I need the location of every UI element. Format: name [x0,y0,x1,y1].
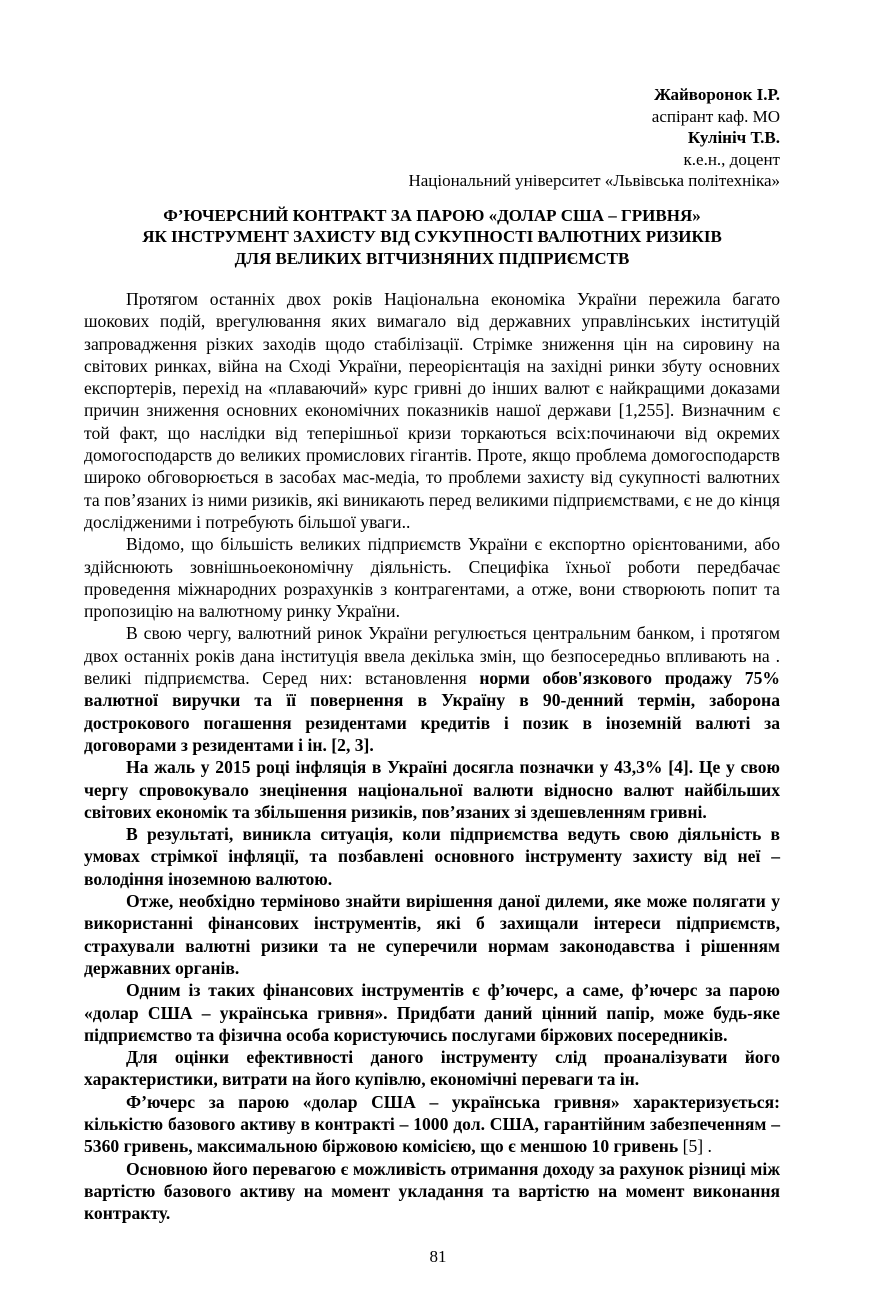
paragraph: Протягом останніх двох років Національна економіка України пережила багато шокових подій, врегулювання яких вимагало від державних управлінських інституцій запровадження різких заходів щодо стабілізації. Стрімке зниження цін на сировину на світових ринках, війна на Сході України, переорієнтація на західні ринки збуту основних експортерів, перехід на «плаваючий» курс гривні до інших валют є найкращими доказами причин зниження основних економічних показників нашої держави [1,255]. Визначним є той факт, що наслідки від теперішньої кризи торкаються всіх:починаючи від окремих домогосподарств до великих промислових гігантів. Проте, якщо проблема домогосподарств широко обговорюється в засобах мас-медіа, то проблеми захисту від сукупності валютних та пов’язаних із ними ризиків, які виникають перед великими підприємствами, є не до кінця дослідженими і потребують більшої уваги.. [84,289,780,532]
author-position: аспірант каф. МО [651,106,780,126]
author-name: Кулініч Т.В. [687,128,780,147]
paragraph [84,1091,780,1158]
article-title [84,205,780,270]
paragraph: Одним із таких фінансових інструментів є ф’ючерс, а саме, ф’ючерс за парою «долар США – українська гривня». Придбати даний цінний папір, може будь-яке підприємство та фізична особа користуючись послугами біржових посередників. [84,980,780,1045]
paragraph: Відомо, що більшість великих підприємств України є експортно орієнтованими, або здійснюють зовнішньоекономічну діяльність. Специфіка їхньої роботи передбачає проведення міжнародних розрахунків з контрагентами, а отже, вони створюють попит та пропозицію на валютному ринку України. [84,534,780,622]
article-body [84,288,780,1224]
title-line: ДЛЯ ВЕЛИКИХ ВІТЧИЗНЯНИХ ПІДПРИЄМСТВ [234,248,630,268]
paragraph: Отже, необхідно терміново знайти вирішення даної дилеми, яке може полягати у використанні фінансових інструментів, які б захищали інтереси підприємств, страхували валютні ризики та не суперечили нормам законодавства і рішенням державних органів. [84,891,780,978]
paragraph: Основною його перевагою є можливість отримання доходу за рахунок різниці між вартістю базового активу на момент укладання та вартістю на момент виконання контракту. [84,1158,780,1224]
author-block [84,84,780,192]
paragraph: В результаті, виникла ситуація, коли підприємства ведуть свою діяльність в умовах стрімкої інфляції, та позбавлені основного інструменту захисту від неї – володіння іноземною валютою. [84,824,780,889]
page-number: 81 [429,1247,447,1267]
affiliation: Національний університет «Львівська політехніка» [408,171,780,190]
title-line: Ф’ЮЧЕРСНИЙ КОНТРАКТ ЗА ПАРОЮ «ДОЛАР США – ГРИВНЯ» [163,205,701,225]
paragraph: Для оцінки ефективності даного інструменту слід проаналізувати його характеристики, витрати на його купівлю, економічні переваги та ін. [84,1047,780,1090]
paragraph-text: Ф’ючерс за парою «долар США – українська гривня» характеризується: кількістю базового активу в контракті – 1000 дол. США, гарантійним забезпеченням – 5360 гривень, максимальною біржовою комісією, що є меншою 10 гривень [84,1091,780,1157]
paragraph-text: В свою чергу, валютний ринок України регулюється центральним банком, і протягом двох останніх років дана інституція ввела декілька змін, що безпосередньо впливають на . великі підприємства. Серед них: встановлення [84,623,780,689]
citation: [5] . [682,1136,712,1157]
paragraph-bold-text: норми обов'язкового продажу 75% валютної виручки та її повернення в Україну в 90-денний термін, заборона дострокового погашення резидентами кредитів і позик в іноземній валюті за договорами з резидентами і ін. [2, 3]. [84,668,780,755]
paragraph [84,622,780,756]
author-position: к.е.н., доцент [683,149,780,169]
title-line: ЯК ІНСТРУМЕНТ ЗАХИСТУ ВІД СУКУПНОСТІ ВАЛЮТНИХ РИЗИКІВ [142,227,722,246]
paragraph: На жаль у 2015 році інфляція в Україні досягла позначки у 43,3% [4]. Це у свою чергу спровокувало знецінення національної валюти відносно валют найбільших світових економік та збільшення ризиків, пов’язаних зі здешевленням гривні. [84,757,780,822]
author-name: Жайворонок І.Р. [654,85,780,104]
